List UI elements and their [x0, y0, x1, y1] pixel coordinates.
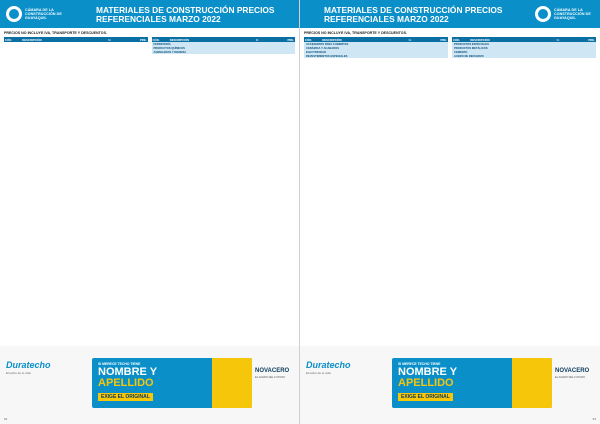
ad-panel [392, 358, 552, 408]
price-columns [4, 37, 295, 337]
column-header: U. [556, 37, 560, 42]
title-line-2: REFERENCIALES MARZO 2022 [324, 14, 449, 24]
price-note: PRECIOS NO INCLUYE IVA, TRANSPORTE Y DESCUENTOS. [4, 31, 107, 35]
novacero-tagline: EL ACERO DEL FUTURO [555, 376, 586, 379]
column-header: U. [108, 37, 112, 42]
price-note: PRECIOS NO INCLUYE IVA, TRANSPORTE Y DESCUENTOS. [304, 31, 407, 35]
ad-product-image [212, 358, 252, 408]
duratecho-tagline: El techo de tu vida [6, 371, 31, 375]
page-header [300, 0, 600, 28]
ad-banner [300, 346, 600, 424]
column-header: U. [255, 37, 259, 42]
novacero-tagline: EL ACERO DEL FUTURO [255, 376, 286, 379]
ad-line-2: NOMBRE Y [98, 366, 158, 378]
section-heading: CEMENTO [452, 50, 596, 54]
section-heading: PRODUCTOS ESPECIALES [452, 42, 596, 46]
ad-line-1: SI MERECE TECHO TIENE [98, 362, 141, 366]
price-column [152, 37, 296, 337]
section-heading: REVESTIMIENTOS ESPECIALES [304, 54, 448, 58]
chamber-logo [2, 6, 69, 22]
duratecho-tagline: El techo de tu vida [306, 371, 331, 375]
ad-line-4: EXIGE EL ORIGINAL [398, 393, 453, 401]
column-header: CÓD. [305, 37, 312, 42]
column-header: DESCRIPCIÓN [22, 37, 42, 42]
page-header [0, 0, 300, 28]
ad-panel [92, 358, 252, 408]
price-column [304, 37, 448, 337]
page-title [96, 6, 275, 24]
ad-line-2: NOMBRE Y [398, 366, 458, 378]
section-heading: PRODUCTOS METÁLICOS [452, 46, 596, 50]
column-header: PRE. [440, 37, 447, 42]
logo-text: CÁMARA DE LA CONSTRUCCIÓN DE GUAYAQUIL [25, 7, 62, 21]
right-page [300, 0, 600, 424]
section-heading: ACERO DE REFUERZO [452, 54, 596, 58]
ad-line-4: EXIGE EL ORIGINAL [98, 393, 153, 401]
ad-line-1: SI MERECE TECHO TIENE [398, 362, 441, 366]
logo-text: CÁMARA DE LA CONSTRUCCIÓN DE GUAYAQUIL [554, 7, 591, 21]
duratecho-logo: Duratecho [6, 360, 51, 370]
title-line-2: REFERENCIALES MARZO 2022 [96, 14, 221, 24]
ad-line-3: APELLIDO [98, 377, 154, 389]
section-heading: FERRETERÍA [152, 42, 296, 46]
duratecho-logo: Duratecho [306, 360, 351, 370]
price-column [4, 37, 148, 337]
section-heading: ACCESORIOS PARA CUBIERTAS [304, 42, 448, 46]
title-line-1: MATERIALES DE CONSTRUCCIÓN PRECIOS [324, 5, 503, 15]
page-title [324, 6, 503, 24]
ad-banner [0, 346, 300, 424]
novacero-logo: NOVACERO [255, 368, 290, 374]
ad-product-image [512, 358, 552, 408]
section-heading: PRODUCTOS QUÍMICOS [152, 46, 296, 50]
price-columns [304, 37, 596, 337]
section-heading: CERÁMICA Y ACABADOS [304, 46, 448, 50]
column-header: CÓD. [152, 37, 160, 42]
novacero-logo: NOVACERO [555, 368, 590, 374]
column-header: CÓD. [5, 37, 12, 42]
column-header: PRE. [287, 37, 294, 42]
column-header: DESCRIPCIÓN [169, 37, 190, 42]
page-number: 62 [4, 417, 8, 421]
page-number: 63 [592, 417, 596, 421]
column-header: CÓD. [453, 37, 460, 42]
table-header [4, 37, 148, 42]
column-header: PRE. [588, 37, 595, 42]
column-header: U. [408, 37, 412, 42]
ad-line-3: APELLIDO [398, 377, 454, 389]
column-header: PRE. [139, 37, 147, 42]
title-line-1: MATERIALES DE CONSTRUCCIÓN PRECIOS [96, 5, 275, 15]
section-heading: AGREGADOS Y MADERA [152, 50, 296, 54]
section-heading: ELECTRICIDAD [304, 50, 448, 54]
seal-icon [6, 6, 22, 22]
seal-icon [535, 6, 551, 22]
chamber-logo [531, 6, 598, 22]
column-header: DESCRIPCIÓN [322, 37, 342, 42]
price-column [452, 37, 596, 337]
column-header: DESCRIPCIÓN [470, 37, 490, 42]
